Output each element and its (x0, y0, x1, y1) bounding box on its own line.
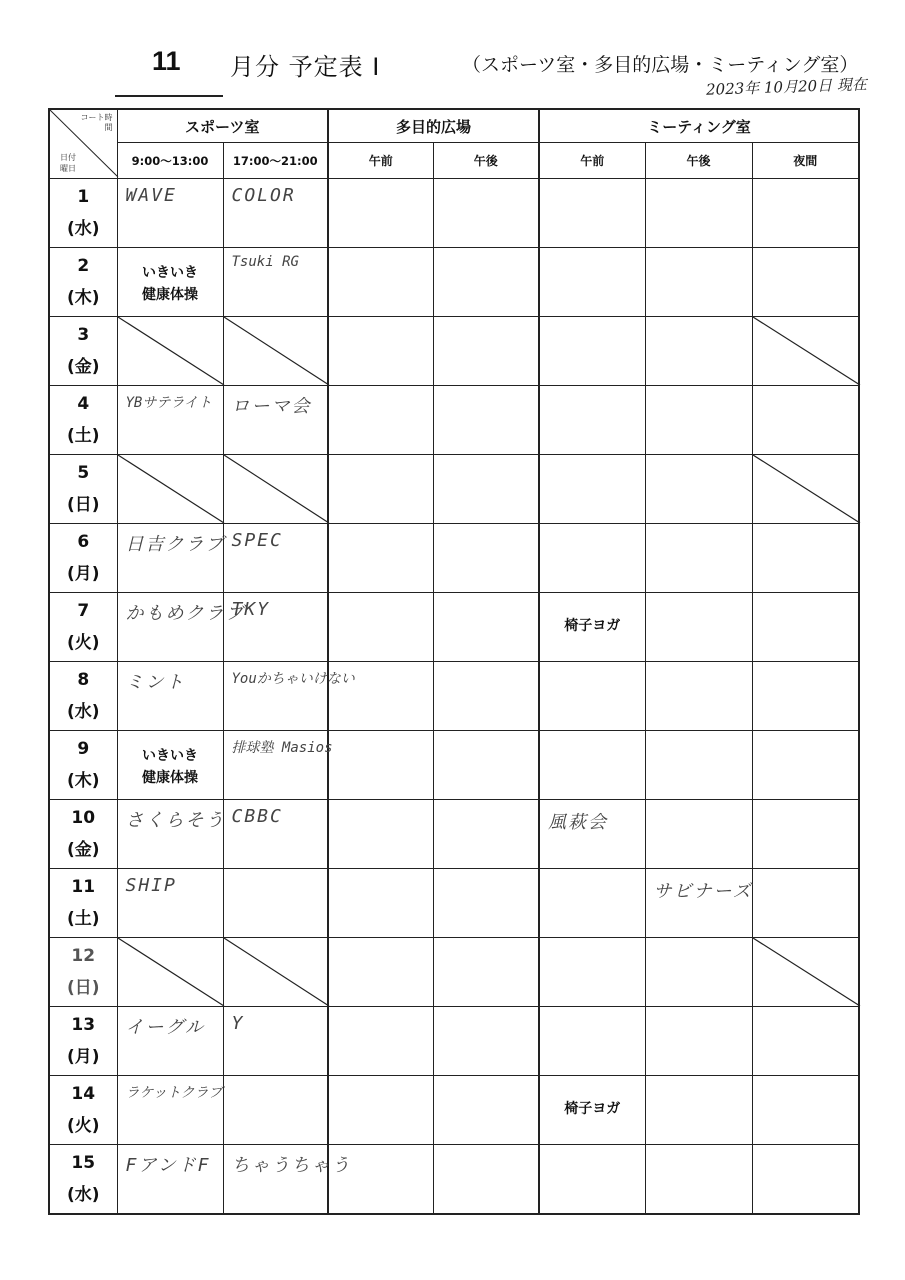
slot-cell-m3 (752, 593, 859, 662)
slot-cell-m3 (752, 455, 859, 524)
slot-cell-p2 (433, 524, 539, 593)
day-of-week: (水) (66, 702, 100, 722)
closed-slash (224, 317, 329, 385)
day-number: 6 (77, 532, 90, 552)
handwritten-entry: Y (231, 1013, 245, 1034)
date-cell (49, 524, 117, 593)
handwritten-entry: Youかちゃいけない (231, 671, 355, 687)
slot-cell-p1 (328, 1007, 433, 1076)
table-row (49, 455, 859, 524)
slot-cell-s1 (117, 1076, 223, 1145)
closed-slash (753, 317, 860, 385)
handwritten-entry: Tsuki RG (231, 254, 299, 270)
slot-cell-m2 (645, 179, 752, 248)
day-of-week: (日) (66, 495, 100, 515)
handwritten-entry: COLOR (231, 185, 296, 206)
day-of-week: (日) (66, 978, 100, 998)
as-of-date: 2023年 10月20日 現在 (705, 75, 868, 99)
handwritten-entry: ローマ会 (231, 396, 312, 417)
slot-cell-p1 (328, 593, 433, 662)
slot-cell-p2 (433, 1007, 539, 1076)
slot-cell-s1 (117, 731, 223, 800)
slot-cell-m1 (539, 386, 645, 455)
slot-cell-m2 (645, 800, 752, 869)
day-number: 12 (71, 946, 96, 966)
header-plaza-morning: 午前 (328, 143, 433, 179)
month-number: 11 (152, 46, 181, 76)
slot-cell-p2 (433, 869, 539, 938)
table-row (49, 317, 859, 386)
handwritten-entry: WAVE (125, 185, 177, 206)
slot-cell-p1 (328, 524, 433, 593)
slot-cell-p2 (433, 662, 539, 731)
slot-cell-p2 (433, 1076, 539, 1145)
slot-cell-s1 (117, 248, 223, 317)
day-number: 13 (71, 1015, 96, 1035)
slot-cell-p1 (328, 800, 433, 869)
handwritten-entry: YBサテライト (125, 395, 212, 411)
handwritten-entry: ラケットクラブ (125, 1085, 223, 1101)
day-number: 10 (71, 808, 96, 828)
slot-cell-s2 (223, 593, 328, 662)
handwritten-entry: CBBC (231, 806, 283, 827)
printed-entry: 椅子ヨガ (564, 618, 621, 634)
day-of-week: (土) (66, 426, 100, 446)
slot-cell-m2 (645, 731, 752, 800)
header-plaza-afternoon: 午後 (433, 143, 539, 179)
slot-cell-s1 (117, 179, 223, 248)
schedule-table (48, 108, 860, 1215)
slot-cell-m1 (539, 455, 645, 524)
table-row (49, 248, 859, 317)
slot-cell-m3 (752, 938, 859, 1007)
slot-cell-p2 (433, 248, 539, 317)
slot-cell-p1 (328, 1145, 433, 1215)
slot-cell-p1 (328, 386, 433, 455)
corner-top-label: コート時間 (80, 113, 113, 132)
slot-cell-s1 (117, 869, 223, 938)
slot-cell-m2 (645, 938, 752, 1007)
slot-cell-s2 (223, 800, 328, 869)
header-sports-pm: 17:00～21:00 (223, 143, 328, 179)
slot-cell-m1 (539, 800, 645, 869)
date-cell (49, 1145, 117, 1215)
table-row (49, 386, 859, 455)
header-sports-am: 9:00～13:00 (117, 143, 223, 179)
table-row (49, 593, 859, 662)
slot-cell-p2 (433, 938, 539, 1007)
slot-cell-m2 (645, 593, 752, 662)
slot-cell-m3 (752, 317, 859, 386)
slot-cell-m3 (752, 869, 859, 938)
slot-cell-s2 (223, 731, 333, 800)
slot-cell-p1 (328, 938, 433, 1007)
date-cell (49, 455, 117, 524)
table-row (49, 800, 859, 869)
slot-cell-m3 (752, 800, 859, 869)
slot-cell-s2 (223, 938, 328, 1007)
day-number: 8 (77, 670, 90, 690)
table-row (49, 731, 859, 800)
handwritten-entry: ちゃうちゃう (231, 1155, 352, 1176)
day-of-week: (月) (66, 564, 100, 584)
day-of-week: (木) (66, 771, 100, 791)
table-row (49, 938, 859, 1007)
table-row (49, 869, 859, 938)
slot-cell-s1 (117, 662, 223, 731)
slot-cell-m2 (645, 386, 752, 455)
closed-slash (224, 455, 329, 523)
handwritten-entry: TKY (231, 599, 271, 620)
header-meeting-night: 夜間 (752, 143, 859, 179)
slot-cell-s1 (117, 1007, 223, 1076)
slot-cell-s1 (117, 455, 223, 524)
closed-slash (753, 455, 860, 523)
slot-cell-m3 (752, 1076, 859, 1145)
date-cell (49, 869, 117, 938)
header-plaza: 多目的広場 (328, 109, 539, 143)
day-of-week: (金) (66, 840, 100, 860)
slot-cell-m1 (539, 317, 645, 386)
day-of-week: (水) (66, 1185, 100, 1205)
handwritten-entry: サビナーズ (653, 881, 753, 902)
date-cell (49, 248, 117, 317)
slot-cell-p2 (433, 179, 539, 248)
slot-cell-m3 (752, 248, 859, 317)
slot-cell-m3 (752, 1007, 859, 1076)
slot-cell-s1 (117, 593, 246, 662)
slot-cell-m1 (539, 1145, 645, 1215)
printed-entry: いきいき 健康体操 (142, 748, 198, 786)
slot-cell-m2 (645, 662, 752, 731)
closed-slash (224, 938, 329, 1006)
slot-cell-p2 (433, 800, 539, 869)
slot-cell-s2 (223, 179, 328, 248)
slot-cell-s2 (223, 1145, 352, 1215)
handwritten-entry: 排球塾 Masios (231, 740, 333, 756)
day-number: 2 (77, 256, 90, 276)
slot-cell-m3 (752, 179, 859, 248)
slot-cell-p2 (433, 386, 539, 455)
slot-cell-m2 (645, 524, 752, 593)
date-cell (49, 662, 117, 731)
day-number: 3 (77, 325, 90, 345)
handwritten-entry: かもめクラブ (125, 603, 246, 624)
slot-cell-s2 (223, 455, 328, 524)
slot-cell-m1 (539, 869, 645, 938)
day-number: 1 (77, 187, 90, 207)
handwritten-entry: SHIP (125, 875, 177, 896)
closed-slash (118, 455, 224, 523)
day-of-week: (金) (66, 357, 100, 377)
slot-cell-p1 (328, 1076, 433, 1145)
table-row (49, 1076, 859, 1145)
slot-cell-p1 (328, 662, 433, 731)
slot-cell-m2 (645, 1076, 752, 1145)
closed-slash (118, 317, 224, 385)
date-cell (49, 731, 117, 800)
slot-cell-s1 (117, 524, 226, 593)
slot-cell-p1 (328, 248, 433, 317)
corner-bottom-label: 日付曜日 (60, 153, 76, 173)
slot-cell-m2 (645, 1007, 752, 1076)
corner-header (49, 109, 117, 179)
printed-entry: 椅子ヨガ (564, 1101, 621, 1117)
day-number: 15 (71, 1153, 96, 1173)
slot-cell-s2 (223, 317, 328, 386)
header-meeting-afternoon: 午後 (645, 143, 752, 179)
closed-slash (118, 938, 224, 1006)
table-row (49, 1145, 859, 1215)
slot-cell-p2 (433, 455, 539, 524)
slot-cell-s2 (223, 1076, 328, 1145)
page-subtitle: （スポーツ室・多目的広場・ミーティング室） (462, 54, 859, 76)
slot-cell-p2 (433, 731, 539, 800)
slot-cell-m1 (539, 593, 645, 662)
printed-entry: いきいき 健康体操 (142, 265, 198, 303)
slot-cell-s1 (117, 1145, 223, 1215)
date-cell (49, 593, 117, 662)
handwritten-entry: 風萩会 (548, 812, 609, 833)
table-row (49, 1007, 859, 1076)
header-sports-room: スポーツ室 (117, 109, 328, 143)
handwritten-entry: FアンドF (125, 1155, 211, 1176)
header-meeting-room: ミーティング室 (539, 109, 859, 143)
handwritten-entry: ミント (125, 672, 186, 693)
slot-cell-m1 (539, 938, 645, 1007)
slot-cell-s2 (223, 662, 355, 731)
slot-cell-m2 (645, 248, 752, 317)
day-of-week: (水) (66, 219, 100, 239)
slot-cell-p2 (433, 1145, 539, 1215)
day-number: 5 (77, 463, 90, 483)
slot-cell-m2 (645, 317, 752, 386)
slot-cell-p1 (328, 869, 433, 938)
day-of-week: (月) (66, 1047, 100, 1067)
slot-cell-s1 (117, 938, 223, 1007)
slot-cell-p1 (328, 455, 433, 524)
slot-cell-p1 (328, 179, 433, 248)
date-cell (49, 317, 117, 386)
slot-cell-s2 (223, 1007, 328, 1076)
slot-cell-m1 (539, 662, 645, 731)
day-number: 11 (71, 877, 96, 897)
day-of-week: (火) (66, 1116, 100, 1136)
slot-cell-s2 (223, 386, 328, 455)
table-row (49, 662, 859, 731)
slot-cell-s2 (223, 248, 328, 317)
slot-cell-m2 (645, 455, 752, 524)
slot-cell-p1 (328, 731, 433, 800)
closed-slash (753, 938, 860, 1006)
slot-cell-m2 (645, 869, 752, 938)
slot-cell-p2 (433, 593, 539, 662)
day-number: 4 (77, 394, 90, 414)
slot-cell-s1 (117, 800, 226, 869)
table-row (49, 179, 859, 248)
slot-cell-m1 (539, 179, 645, 248)
day-of-week: (木) (66, 288, 100, 308)
slot-cell-s1 (117, 317, 223, 386)
slot-cell-m1 (539, 731, 645, 800)
slot-cell-m1 (539, 524, 645, 593)
slot-cell-m1 (539, 1076, 645, 1145)
day-of-week: (火) (66, 633, 100, 653)
date-cell (49, 800, 117, 869)
handwritten-entry: イーグル (125, 1017, 205, 1038)
slot-cell-m3 (752, 386, 859, 455)
month-underline (115, 95, 223, 97)
slot-cell-m3 (752, 731, 859, 800)
slot-cell-m3 (752, 524, 859, 593)
handwritten-entry: SPEC (231, 530, 283, 551)
day-of-week: (土) (66, 909, 100, 929)
date-cell (49, 179, 117, 248)
date-cell (49, 938, 117, 1007)
handwritten-entry: さくらそう (125, 810, 226, 831)
date-cell (49, 386, 117, 455)
slot-cell-s2 (223, 524, 328, 593)
slot-cell-m1 (539, 1007, 645, 1076)
date-cell (49, 1076, 117, 1145)
slot-cell-m3 (752, 662, 859, 731)
date-cell (49, 1007, 117, 1076)
day-number: 14 (71, 1084, 96, 1104)
slot-cell-s1 (117, 386, 223, 455)
slot-cell-p1 (328, 317, 433, 386)
day-number: 7 (77, 601, 90, 621)
table-row (49, 524, 859, 593)
day-number: 9 (77, 739, 90, 759)
header-meeting-morning: 午前 (539, 143, 645, 179)
schedule-rows (49, 179, 859, 1215)
slot-cell-m1 (539, 248, 645, 317)
slot-cell-s2 (223, 869, 328, 938)
slot-cell-p2 (433, 317, 539, 386)
slot-cell-m3 (752, 1145, 859, 1215)
page-title: 月分 予定表 Ⅰ (230, 53, 381, 81)
slot-cell-m2 (645, 1145, 752, 1215)
handwritten-entry: 日吉クラブ (125, 534, 226, 555)
